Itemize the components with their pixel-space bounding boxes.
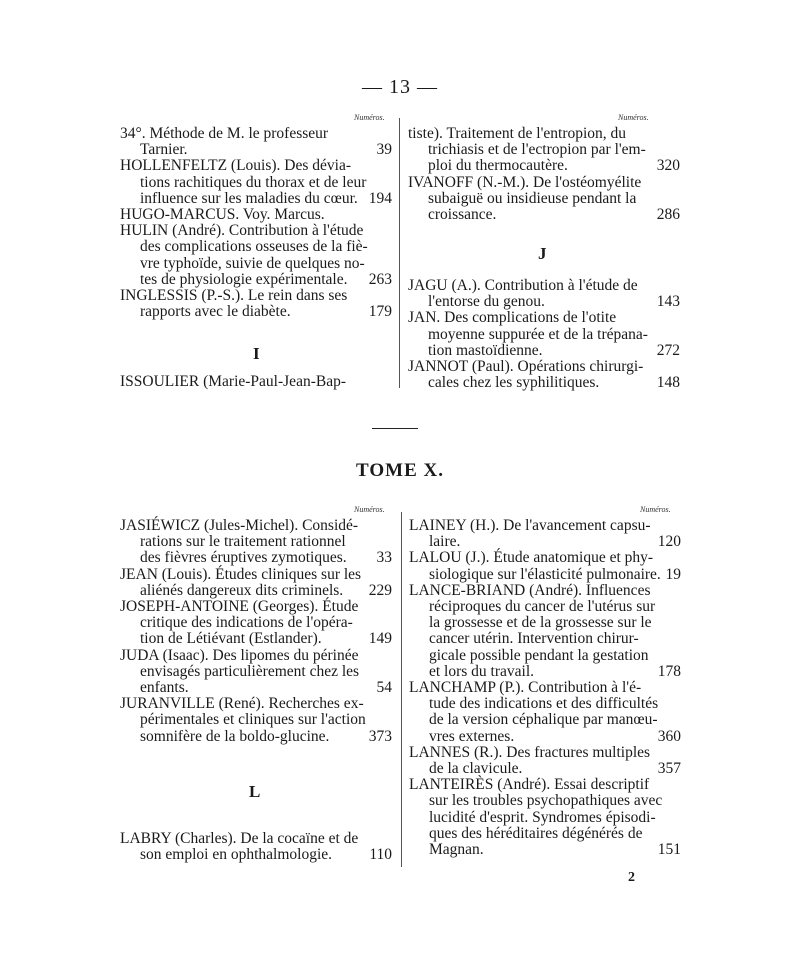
- entry-number: 357: [657, 760, 681, 778]
- entry-heading-line: LALOU (J.). Étude anatomique et phy-: [409, 549, 654, 567]
- index-entry: [408, 278, 680, 310]
- entry-continuation-line: périmentales et cliniques sur l'action: [140, 711, 366, 729]
- entry-heading-line: JEAN (Louis). Études cliniques sur les: [120, 565, 362, 583]
- entry-continuation-line: la grossesse et de la grossesse sur le: [429, 614, 652, 632]
- entry-heading-line: IVANOFF (N.-M.). De l'ostéomyélite: [408, 173, 642, 191]
- entry-continuation-line: sur les troubles psychopathiques avec: [429, 792, 663, 810]
- section-letter-l: L: [249, 782, 261, 801]
- entry-number: 373: [368, 727, 392, 745]
- entry-continuation-line: Tarnier.: [140, 141, 188, 159]
- section-letter-j: J: [538, 244, 547, 263]
- entry-number: 110: [369, 846, 392, 864]
- entry-heading-line: LANCE-BRIAND (André). Influences: [409, 581, 651, 599]
- bottom-left-column-l: [120, 831, 392, 863]
- entry-continuation-line: rations sur le traitement rationnel: [140, 533, 346, 551]
- entry-continuation-line: gicale possible pendant la gestation: [429, 646, 649, 664]
- entry-continuation-line: l'entorse du genou.: [428, 293, 545, 311]
- entry-heading-line: JANNOT (Paul). Opérations chirurgi-: [408, 358, 644, 376]
- top-left-column-i: [120, 374, 392, 390]
- entry-heading-line: HULIN (André). Contribution à l'étude: [120, 222, 364, 240]
- index-entry: [120, 518, 392, 567]
- entry-heading-line: HUGO-MARCUS. Voy. Marcus.: [120, 206, 325, 224]
- entry-continuation-line: son emploi en ophthalmologie.: [140, 846, 333, 864]
- entry-heading-line: LANCHAMP (P.). Contribution à l'é-: [409, 679, 642, 697]
- entry-continuation-line: tude des indications et des difficultés: [429, 695, 659, 713]
- entry-number: 19: [665, 565, 681, 583]
- entry-number: 143: [656, 293, 680, 311]
- column-rule-bottom: [401, 512, 402, 867]
- entry-number: 120: [657, 533, 681, 551]
- entry-continuation-line: moyenne suppurée et de la trépana-: [428, 325, 648, 343]
- numeros-label-bottom-left: Numéros.: [354, 505, 385, 514]
- index-entry: [409, 777, 681, 858]
- entry-continuation-line: des complications osseuses de la fiè-: [140, 238, 368, 256]
- entry-number: 149: [368, 630, 392, 648]
- index-entry: [409, 680, 681, 745]
- tome-heading: TOME X.: [356, 460, 444, 481]
- index-entry: [120, 696, 392, 745]
- entry-number: 33: [376, 549, 392, 567]
- entry-continuation-line: trichiasis et de l'ectropion par l'em-: [428, 141, 646, 159]
- section-letter-i: I: [253, 344, 260, 363]
- numeros-label-top-right: Numéros.: [618, 113, 649, 122]
- entry-continuation-line: réciproques du cancer de l'utérus sur: [429, 598, 656, 616]
- entry-continuation-line: de la clavicule.: [429, 760, 523, 778]
- entry-heading-line: LANNES (R.). Des fractures multiples: [409, 743, 651, 761]
- entry-continuation-line: ploi du thermocautère.: [428, 157, 568, 175]
- entry-continuation-line: siologique sur l'élasticité pulmonaire.: [429, 565, 661, 583]
- top-right-column-j: [408, 278, 680, 391]
- entry-continuation-line: Magnan.: [429, 841, 484, 859]
- entry-continuation-line: tes de physiologie expérimentale.: [140, 270, 348, 288]
- entry-continuation-line: cales chez les syphilitiques.: [428, 374, 600, 392]
- entry-continuation-line: tions rachitiques du thorax et de leur: [140, 173, 367, 191]
- entry-heading-line: LABRY (Charles). De la cocaïne et de: [120, 830, 359, 847]
- entry-number: 151: [657, 841, 681, 859]
- entry-continuation-line: vre typhoïde, suivie de quelques no-: [140, 254, 365, 272]
- index-entry: [408, 126, 680, 175]
- bottom-right-column: [409, 518, 681, 858]
- index-entry: [408, 310, 680, 359]
- entry-continuation-line: ques des héréditaires dégénérés de: [429, 824, 643, 842]
- bottom-left-column: [120, 518, 392, 745]
- entry-number: 194: [368, 189, 392, 207]
- entry-number: 39: [376, 141, 392, 159]
- entry-continuation-line: critique des indications de l'opéra-: [140, 614, 353, 632]
- entry-number: 320: [656, 157, 680, 175]
- entry-continuation-line: somnifère de la boldo-glucine.: [140, 727, 330, 745]
- entry-continuation-line: laire.: [429, 533, 461, 551]
- entry-heading-line: LANTEIRÈS (André). Essai descriptif: [409, 776, 650, 794]
- index-entry: [409, 550, 681, 582]
- index-entry: [120, 207, 392, 223]
- entry-heading-line: JASIÉWICZ (Jules-Michel). Considé-: [120, 517, 359, 534]
- index-entry: [409, 745, 681, 777]
- entry-heading-line: JAN. Des complications de l'otite: [408, 309, 617, 327]
- index-entry: [120, 126, 392, 158]
- entry-continuation-line: tion de Létiévant (Estlander).: [140, 630, 322, 648]
- entry-number: 54: [376, 679, 392, 697]
- top-left-column: [120, 126, 392, 320]
- entry-continuation-line: influence sur les maladies du cœur.: [140, 189, 358, 207]
- entry-continuation-line: envisagés particulièrement chez les: [140, 662, 360, 680]
- entry-heading-line: 34°. Méthode de M. le professeur: [120, 125, 329, 142]
- entry-heading-line: JURANVILLE (René). Recherches ex-: [120, 695, 364, 713]
- entry-heading-line: LAINEY (H.). De l'avancement capsu-: [409, 517, 651, 534]
- entry-continuation-line: aliénés dangereux dits criminels.: [140, 581, 344, 599]
- entry-heading-line: INGLESSIS (P.-S.). Le rein dans ses: [120, 287, 348, 305]
- entry-heading-line: JUDA (Isaac). Des lipomes du périnée: [120, 646, 359, 664]
- index-entry: [120, 223, 392, 288]
- numeros-label-top-left: Numéros.: [354, 113, 385, 122]
- numeros-label-bottom-right: Numéros.: [640, 505, 671, 514]
- index-entry: [408, 359, 680, 391]
- entry-number: 360: [657, 727, 681, 745]
- index-entry: [408, 175, 680, 224]
- entry-continuation-line: lucidité d'esprit. Syndromes épisodi-: [429, 808, 656, 826]
- index-entry: [120, 567, 392, 599]
- entry-number: 272: [656, 341, 680, 359]
- top-right-column: [408, 126, 680, 223]
- entry-number: 229: [368, 581, 392, 599]
- entry-continuation-line: croissance.: [428, 206, 497, 224]
- entry-continuation-line: vres externes.: [429, 727, 515, 745]
- entry-number: 263: [368, 270, 392, 288]
- entry-number: 179: [368, 303, 392, 321]
- entry-heading-line: JOSEPH-ANTOINE (Georges). Étude: [120, 598, 359, 616]
- index-entry: [120, 158, 392, 207]
- entry-number: 286: [656, 206, 680, 224]
- entry-continuation-line: tion mastoïdienne.: [428, 341, 543, 359]
- entry-number: 178: [657, 662, 681, 680]
- index-entry: [409, 518, 681, 550]
- entry-continuation-line: de la version céphalique par manœu-: [429, 711, 658, 729]
- section-divider: [372, 428, 418, 429]
- index-entry: [120, 648, 392, 697]
- entry-heading-line: HOLLENFELTZ (Louis). Des dévia-: [120, 157, 352, 175]
- entry-number: 148: [656, 374, 680, 392]
- index-entry: [120, 288, 392, 320]
- column-rule-top: [399, 118, 400, 388]
- entry-continuation-line: rapports avec le diabète.: [140, 303, 291, 321]
- entry-continuation-line: cancer utérin. Intervention chirur-: [429, 630, 639, 648]
- entry-heading-line: tiste). Traitement de l'entropion, du: [408, 125, 627, 142]
- entry-heading-line: JAGU (A.). Contribution à l'étude de: [408, 277, 638, 294]
- entry-continuation-line: et lors du travail.: [429, 662, 535, 680]
- index-entry: [120, 374, 392, 390]
- entry-continuation-line: des fièvres éruptives zymotiques.: [140, 549, 347, 567]
- entry-continuation-line: enfants.: [140, 679, 189, 697]
- footer-number: 2: [628, 870, 635, 885]
- page-number: — 13 —: [362, 76, 438, 98]
- index-entry: [120, 831, 392, 863]
- index-entry: [409, 583, 681, 680]
- index-entry: [120, 599, 392, 648]
- entry-heading-line: ISSOULIER (Marie-Paul-Jean-Bap-: [120, 373, 346, 390]
- entry-continuation-line: subaiguë ou insidieuse pendant la: [428, 189, 637, 207]
